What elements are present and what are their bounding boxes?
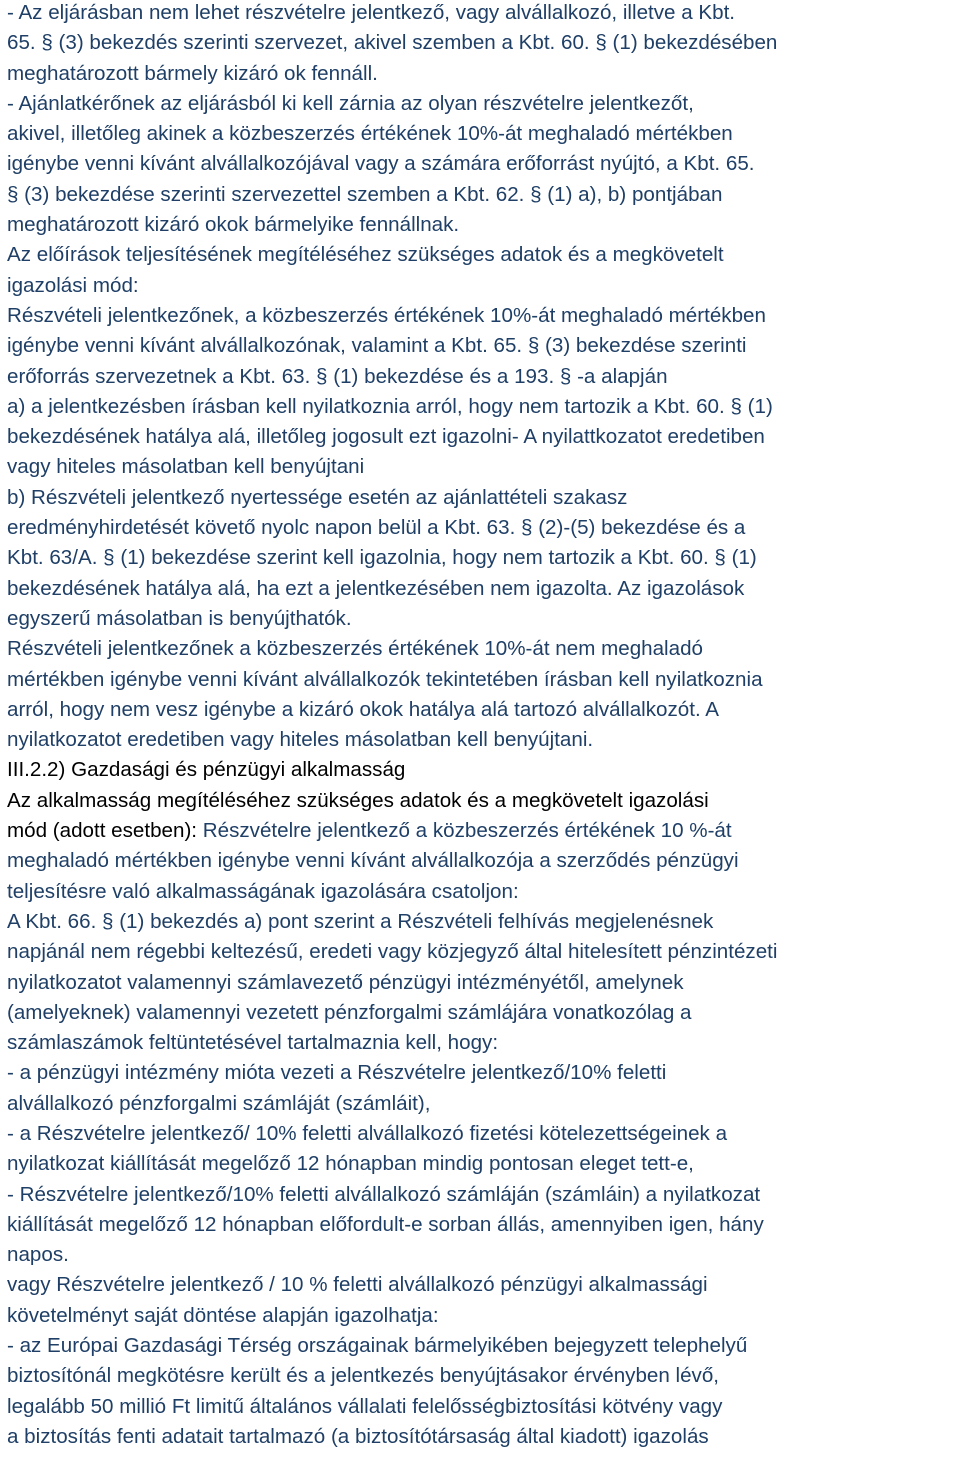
text-line: arról, hogy nem vesz igénybe a kizáró okok hatálya alá tartozó alvállalkozót. A bbox=[7, 697, 720, 721]
text-line: meghatározott bármely kizáró ok fennáll. bbox=[7, 61, 378, 85]
text-line: igénybe venni kívánt alvállalkozójával vagy a számára erőforrást nyújtó, a Kbt. 65. bbox=[7, 152, 755, 176]
text-line: - az Európai Gazdasági Térség országainak bármelyikében bejegyzett telephelyű bbox=[7, 1334, 748, 1358]
text-line: meghatározott kizáró okok bármelyike fennállnak. bbox=[7, 213, 460, 237]
text-line: vagy Részvételre jelentkező / 10 % feletti alvállalkozó pénzügyi alkalmassági bbox=[7, 1273, 708, 1297]
text-line: Kbt. 63/A. § (1) bekezdése szerint kell igazolnia, hogy nem tartozik a Kbt. 60. § (1) bbox=[7, 546, 757, 570]
text-line: nyilatkozatot eredetiben vagy hiteles másolatban kell benyújtani. bbox=[7, 728, 594, 752]
text-line: mértékben igénybe venni kívánt alvállalkozók tekintetében írásban kell nyilatkoznia bbox=[7, 667, 763, 691]
text-line: alvállalkozó pénzforgalmi számláját (számláit), bbox=[7, 1091, 431, 1115]
text-line: igazolási mód: bbox=[7, 273, 139, 297]
text-line: - Ajánlatkérőnek az eljárásból ki kell zárnia az olyan részvételre jelentkezőt, bbox=[7, 91, 694, 115]
text-line: számlaszámok feltüntetésével tartalmaznia kell, hogy: bbox=[7, 1031, 499, 1055]
text-line: nyilatkozatot valamennyi számlavezető pénzügyi intézményétől, amelynek bbox=[7, 970, 684, 994]
text-line: - Részvételre jelentkező/10% feletti alvállalkozó számláján (számláin) a nyilatkozat bbox=[7, 1182, 761, 1206]
text-line: bekezdésének hatálya alá, ha ezt a jelentkezésében nem igazolta. Az igazolások bbox=[7, 576, 745, 600]
text-line: Részvételi jelentkezőnek a közbeszerzés értékének 10%-át nem meghaladó bbox=[7, 637, 703, 661]
text-line: igénybe venni kívánt alvállalkozónak, valamint a Kbt. 65. § (3) bekezdése szerinti bbox=[7, 334, 747, 358]
text-line: eredményhirdetését követő nyolc napon belül a Kbt. 63. § (2)-(5) bekezdése és a bbox=[7, 516, 746, 540]
text-line: akivel, illetőleg akinek a közbeszerzés értékének 10%-át meghaladó mértékben bbox=[7, 122, 733, 146]
text-line: (amelyeknek) valamennyi vezetett pénzforgalmi számlájára vonatkozólag a bbox=[7, 1000, 692, 1024]
text-line: nyilatkozat kiállítását megelőző 12 hónapban mindig pontosan eleget tett-e, bbox=[7, 1152, 694, 1176]
text-line: III.2.2) Gazdasági és pénzügyi alkalmasság bbox=[7, 758, 406, 782]
text-line: egyszerű másolatban is benyújthatók. bbox=[7, 606, 352, 630]
text-segment: Részvételre jelentkező a közbeszerzés értékének 10 %-át bbox=[202, 819, 732, 843]
text-line: kiállítását megelőző 12 hónapban előfordult-e sorban állás, amennyiben igen, hány bbox=[7, 1212, 764, 1236]
text-line: legalább 50 millió Ft limitű általános vállalati felelősségbiztosítási kötvény vagy bbox=[7, 1394, 723, 1418]
text-line: napos. bbox=[7, 1243, 69, 1267]
text-line: bekezdésének hatálya alá, illetőleg jogosult ezt igazolni- A nyilattkozatot eredetiben bbox=[7, 425, 765, 449]
text-line: § (3) bekezdése szerinti szervezettel szemben a Kbt. 62. § (1) a), b) pontjában bbox=[7, 182, 723, 206]
text-line: Részvételi jelentkezőnek, a közbeszerzés értékének 10%-át meghaladó mértékben bbox=[7, 303, 766, 327]
text-line: A Kbt. 66. § (1) bekezdés a) pont szerint a Részvételi felhívás megjelenésnek bbox=[7, 909, 714, 933]
text-line: - a pénzügyi intézmény mióta vezeti a Részvételre jelentkező/10% feletti bbox=[7, 1061, 667, 1085]
text-line: Az előírások teljesítésének megítéléséhez szükséges adatok és a megkövetelt bbox=[7, 243, 724, 267]
text-line: - a Részvételre jelentkező/ 10% feletti alvállalkozó fizetési kötelezettségeinek a bbox=[7, 1121, 728, 1145]
text-line: a) a jelentkezésben írásban kell nyilatkoznia arról, hogy nem tartozik a Kbt. 60. § (1) bbox=[7, 394, 773, 418]
text-line: a biztosítás fenti adatait tartalmazó (a biztosítótársaság által kiadott) igazolás bbox=[7, 1424, 709, 1448]
text-line: napjánál nem régebbi keltezésű, eredeti vagy közjegyző által hitelesített pénzintézeti bbox=[7, 940, 778, 964]
text-segment: mód (adott esetben): bbox=[7, 819, 203, 843]
text-line: követelményt saját döntése alapján igazolhatja: bbox=[7, 1303, 439, 1327]
text-line: erőforrás szervezetnek a Kbt. 63. § (1) bekezdése és a 193. § -a alapján bbox=[7, 364, 668, 388]
text-line: meghaladó mértékben igénybe venni kívánt alvállalkozója a szerződés pénzügyi bbox=[7, 849, 739, 873]
text-line: b) Részvételi jelentkező nyertessége esetén az ajánlattételi szakasz bbox=[7, 485, 628, 509]
text-line: vagy hiteles másolatban kell benyújtani bbox=[7, 455, 365, 479]
text-line: Az alkalmasság megítéléséhez szükséges adatok és a megkövetelt igazolási bbox=[7, 788, 709, 812]
text-line: - Az eljárásban nem lehet részvételre jelentkező, vagy alvállalkozó, illetve a Kbt. bbox=[7, 1, 736, 24]
text-line bbox=[7, 816, 960, 846]
text-line: biztosítónál megkötésre került és a jelentkezés benyújtásakor érvényben lévő, bbox=[7, 1364, 720, 1388]
text-line: teljesítésre való alkalmasságának igazolására csatoljon: bbox=[7, 879, 519, 903]
text-line: 65. § (3) bekezdés szerinti szervezet, akivel szemben a Kbt. 60. § (1) bekezdésében bbox=[7, 31, 778, 55]
